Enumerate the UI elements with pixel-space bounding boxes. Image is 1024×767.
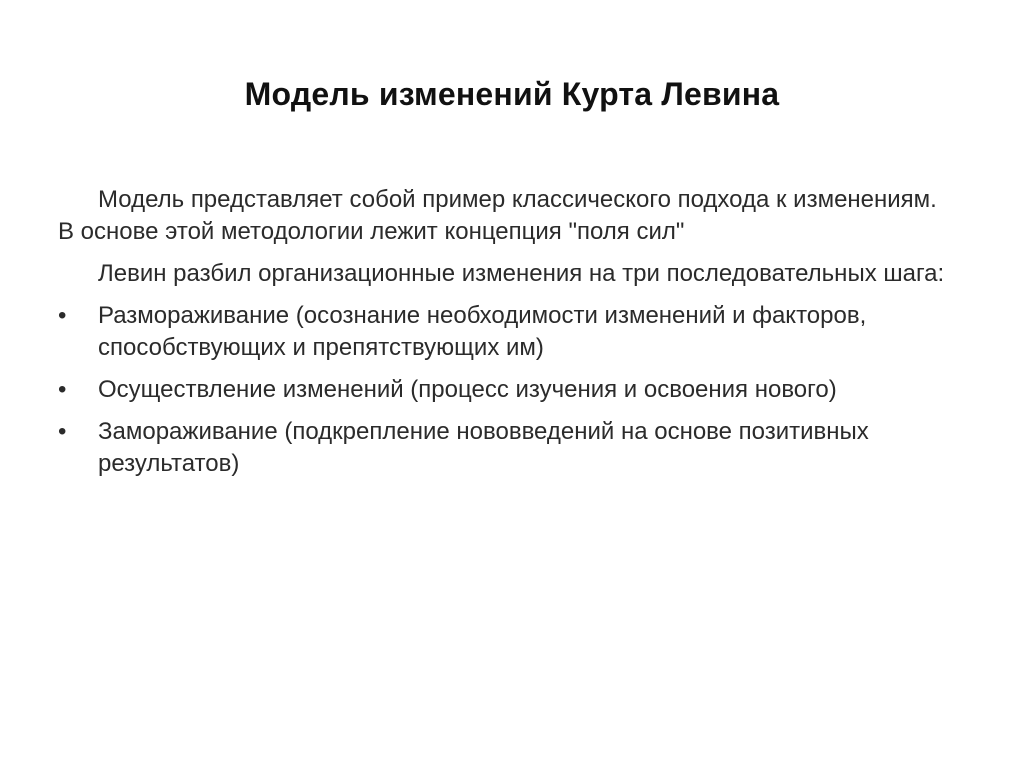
slide-body — [58, 184, 958, 490]
steps-list — [58, 300, 958, 480]
list-item-text: Замораживание (подкрепление нововведений на основе позитивных результатов) — [98, 418, 869, 477]
bullet-icon: • — [58, 418, 67, 445]
list-item-unfreezing — [58, 300, 958, 364]
steps-intro-paragraph: Левин разбил организационные изменения на три последовательных шага: — [98, 260, 945, 287]
list-item-text: Размораживание (осознание необходимости изменений и факторов, способствующих и препятствующих им) — [98, 302, 867, 361]
intro-paragraph: Модель представляет собой пример классического подхода к изменениям. В основе этой методологии лежит концепция "поля сил" — [58, 186, 937, 245]
bullet-icon: • — [58, 302, 67, 329]
list-item-changing — [58, 374, 958, 406]
list-item-text: Осуществление изменений (процесс изучения и освоения нового) — [98, 376, 837, 403]
bullet-icon: • — [58, 376, 67, 403]
list-item-refreezing — [58, 416, 958, 480]
slide-title: Модель изменений Курта Левина — [244, 76, 780, 112]
